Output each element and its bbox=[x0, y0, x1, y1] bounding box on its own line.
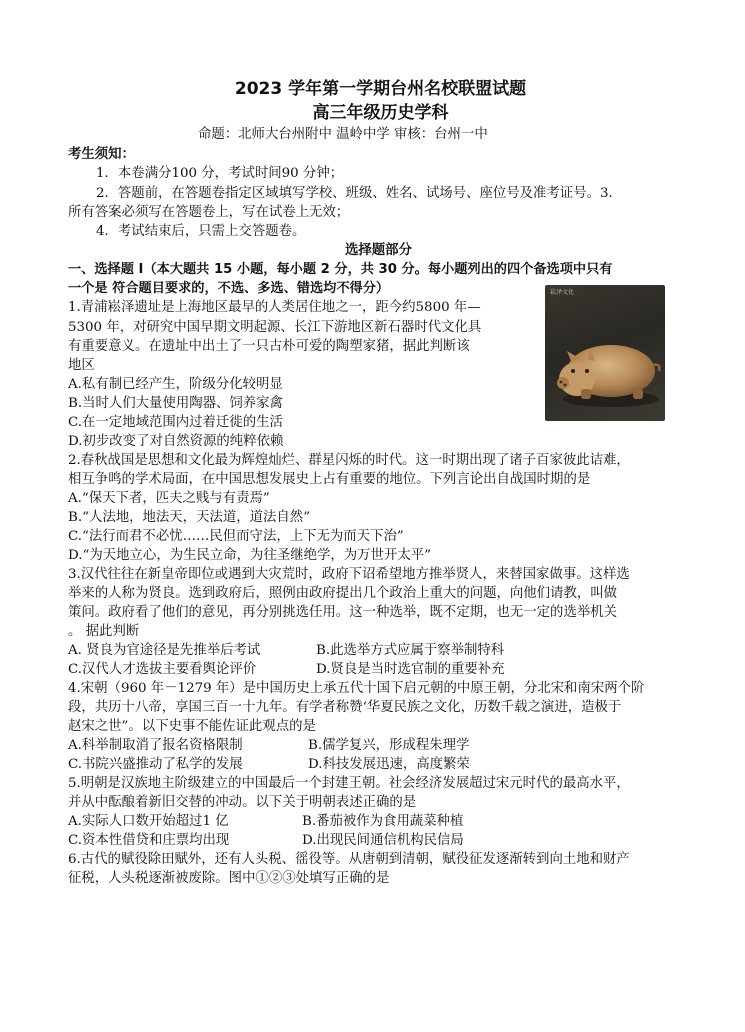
exam-title: 2023 学年第一学期台州名校联盟试题 bbox=[234, 79, 527, 99]
option-c: C.“法行而君不必忧……民但而守法，上下无为而天下治” bbox=[68, 529, 404, 544]
option-b: B.当时人们大量使用陶器、饲养家禽 bbox=[68, 396, 283, 411]
section-instruction: 一、选择题 I（本大题共 15 小题，每小题 2 分，共 30 分。每小题列出的四个备选项中只有 bbox=[68, 262, 613, 277]
question-stem: 地区 bbox=[68, 358, 95, 373]
question-stem: 3.汉代往往在新皇帝即位或遇到大灾荒时，政府下诏希望地方推举贤人，来替国家做事。这样选 bbox=[68, 567, 630, 582]
notice-item: 4．考试结束后，只需上交答题卷。 bbox=[96, 224, 306, 239]
exam-authors: 命题：北师大台州附中 温岭中学 审核：台州一中 bbox=[198, 127, 488, 142]
notice-heading: 考生须知： bbox=[68, 147, 135, 162]
question-stem: 举来的人称为贤良。选到政府后，照例由政府提出几个政治上重大的问题，向他们请教，叫做 bbox=[68, 586, 618, 601]
notice-item: 1．本卷满分100 分，考试时间90 分钟； bbox=[96, 166, 344, 181]
option-c: C.资本性借贷和庄票均出现 bbox=[68, 833, 230, 848]
question-stem: 征税，人头税逐渐被废除。图中①②③处填写正确的是 bbox=[68, 871, 390, 886]
option-c: C.在一定地域范围内过着迁徙的生活 bbox=[68, 415, 283, 430]
question-stem: 2.春秋战国是思想和文化最为辉煌灿烂、群星闪烁的时代。这一时期出现了诸子百家彼此诘难， bbox=[68, 453, 630, 468]
option-a: A.“保天下者，匹夫之贱与有责焉” bbox=[68, 491, 270, 506]
section-instruction: 一个是 符合题目要求的，不选、多选、错选均不得分） bbox=[68, 281, 390, 296]
notice-item: 所有答案必须写在答题卷上，写在试卷上无效； bbox=[68, 205, 350, 220]
pottery-pig-icon bbox=[545, 285, 665, 421]
option-b: B.儒学复兴，形成程朱理学 bbox=[308, 738, 470, 753]
option-d: D.科技发展迅速，高度繁荣 bbox=[308, 757, 470, 772]
option-b: B.此选举方式应属于察举制特科 bbox=[316, 643, 505, 658]
question-stem: 赵宋之世”。以下史事不能佐证此观点的是 bbox=[68, 719, 316, 734]
question-stem: 有重要意义。在遗址中出土了一只古朴可爱的陶塑家猪，据此判断该 bbox=[68, 339, 470, 354]
question-stem: 。 据此判断 bbox=[68, 624, 140, 639]
option-b: B.“人法地，地法天，天法道，道法自然” bbox=[68, 510, 311, 525]
option-c: C.汉代人才选拔主要看舆论评价 bbox=[68, 662, 257, 677]
option-a: A.私有制已经产生，阶级分化较明显 bbox=[68, 377, 283, 392]
section-title: 选择题部分 bbox=[345, 243, 412, 258]
option-c: C.书院兴盛推动了私学的发展 bbox=[68, 757, 243, 772]
question-stem: 1.青浦崧泽遗址是上海地区最早的人类居住地之一，距今约5800 年— bbox=[68, 300, 481, 315]
option-d: D.“为天地立心，为生民立命，为往圣继绝学，为万世开太平” bbox=[68, 548, 431, 563]
image-caption: 崧泽文化 bbox=[550, 289, 575, 296]
option-d: D.贤良是当时选官制的重要补充 bbox=[316, 662, 505, 677]
question-stem: 策问。政府看了他们的意见，再分别挑选任用。这一种选举，既不定期，也无一定的选举机关 bbox=[68, 605, 618, 620]
exam-subtitle: 高三年级历史学科 bbox=[312, 103, 449, 123]
option-d: D.出现民间通信机构民信局 bbox=[302, 833, 464, 848]
question-stem: 4.宋朝（960 年－1279 年）是中国历史上承五代十国下启元朝的中原王朝，分北宋和南宋两个阶 bbox=[68, 681, 645, 696]
option-b: B.番茄被作为食用蔬菜种植 bbox=[302, 814, 464, 829]
question-stem: 6.古代的赋役除田赋外，还有人头税、徭役等。从唐朝到清朝，赋役征发逐渐转到向土地和财产 bbox=[68, 852, 630, 867]
question-stem: 并从中酝酿着新旧交替的冲动。以下关于明朝表述正确的是 bbox=[68, 795, 417, 810]
option-a: A. 贤良为官途径是先推举后考试 bbox=[68, 643, 261, 658]
question-stem: 相互争鸣的学术局面，在中国思想发展史上占有重要的地位。下列言论出自战国时期的是 bbox=[68, 472, 591, 487]
option-d: D.初步改变了对自然资源的纯粹依赖 bbox=[68, 434, 284, 449]
question-stem: 5.明朝是汉族地主阶级建立的中国最后一个封建王朝。社会经济发展超过宋元时代的最高水平， bbox=[68, 776, 630, 791]
notice-item: 2．答题前，在答题卷指定区域填写学校、班级、姓名、试场号、座位号及准考证号。3． bbox=[96, 186, 622, 201]
question-stem: 段，共历十八帝，享国三百一十九年。有学者称赞‘华夏民族之文化，历数千载之演进，造极于 bbox=[68, 700, 622, 715]
pottery-pig-image bbox=[545, 285, 665, 421]
option-a: A.科举制取消了报名资格限制 bbox=[68, 738, 243, 753]
option-a: A.实际人口数开始超过1 亿 bbox=[68, 814, 229, 829]
question-stem: 5300 年，对研究中国早期文明起源、长江下游地区新石器时代文化具 bbox=[68, 320, 482, 335]
